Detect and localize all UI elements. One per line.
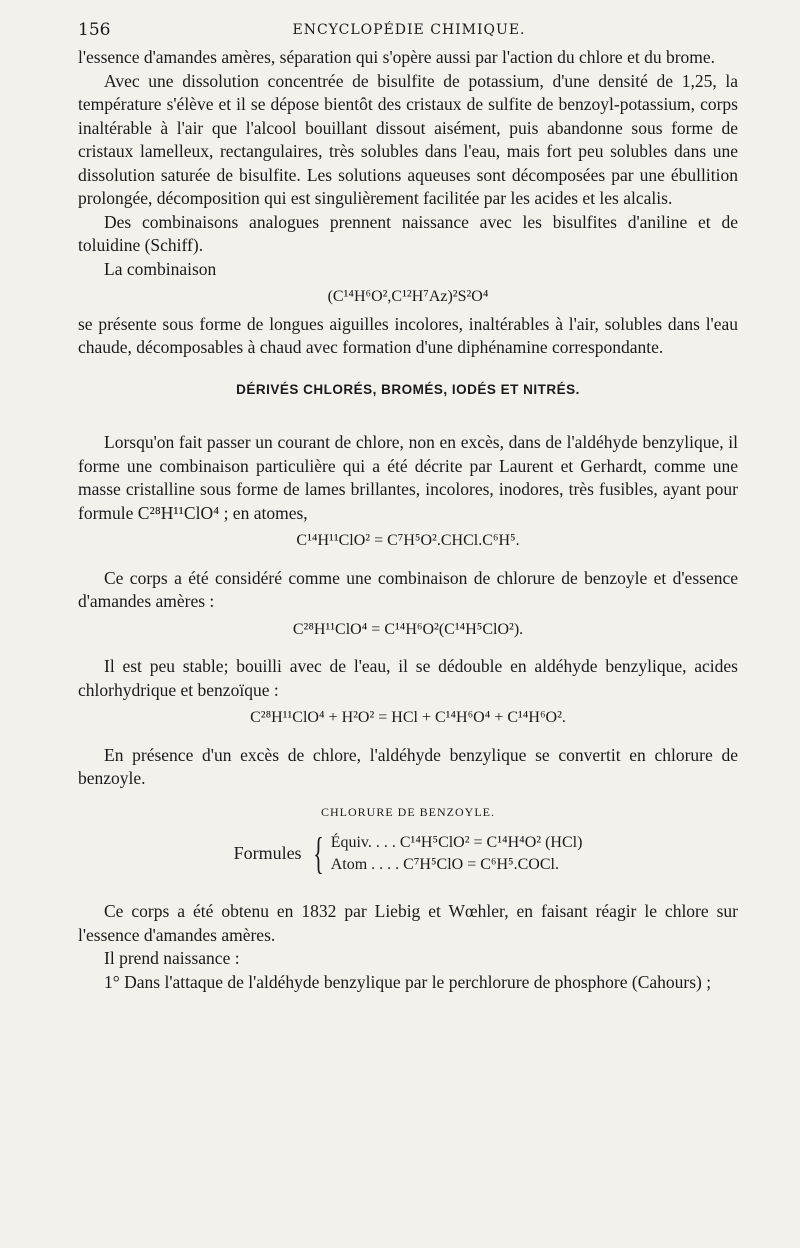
- formula-equiv: Équiv. . . . C¹⁴H⁵ClO² = C¹⁴H⁴O² (HCl): [330, 834, 583, 851]
- section-heading-chlorure: CHLORURE DE BENZOYLE.: [321, 804, 495, 819]
- paragraph-la-combinaison: La combinaison: [104, 258, 217, 279]
- paragraph-naissance: Il prend naissance :: [104, 948, 240, 968]
- paragraph-obtenu: Ce corps a été obtenu en 1832 par Liebig et Wœhler, en faisant réagir le chlore sur l'essence d'amandes amères.: [78, 901, 738, 945]
- brace-icon: {: [312, 829, 324, 878]
- paragraph-exces-chlore: En présence d'un excès de chlore, l'aldéhyde benzylique se convertit en chlorure de benzoyle.: [78, 744, 738, 788]
- formula-atom: Atom . . . . C⁷H⁵ClO = C⁶H⁵.COCl.: [330, 856, 559, 873]
- paragraph-aiguilles: se présente sous forme de longues aiguilles incolores, inaltérables à l'air, solubles dans l'eau chaude, décomposables à chaud avec formation d'une diphénamine correspondante.: [78, 313, 738, 357]
- paragraph-bisulfite: Avec une dissolution concentrée de bisulfite de potassium, d'une densité de 1,25, la température s'élève et il se dépose bientôt des cristaux de sulfite de benzoyl-potassium, corps inaltérable à l'air que l'alcool bouillant dissout aisément, puis abandonne sous forme de cristaux lamelleux, rectangulaires, très solubles dans l'eau, mais fort peu solubles dans une dissolution saturée de bisulfite. Les solutions aqueuses sont décomposées par une ébullition prolongée, décomposition qui est singulièrement facilitée par les acides et les alcalis.: [78, 70, 738, 208]
- section-heading-derives: DÉRIVÉS CHLORÉS, BROMÉS, IODÉS ET NITRÉS.: [236, 381, 580, 397]
- paragraph-peu-stable: Il est peu stable; bouilli avec de l'eau, il se dédouble en aldéhyde benzylique, acides chlorhydrique et benzoïque :: [78, 656, 738, 700]
- running-title: ENCYCLOPÉDIE CHIMIQUE.: [292, 22, 526, 38]
- formula-chlorure-essence: C²⁸H¹¹ClO⁴ = C¹⁴H⁶O²(C¹⁴H⁵ClO²).: [292, 620, 524, 638]
- paragraph-continuation: l'essence d'amandes amères, séparation qui s'opère aussi par l'action du chlore et du brome.: [78, 47, 716, 67]
- paragraph-aniline: Des combinaisons analogues prennent naissance avec les bisulfites d'aniline et de toluidine (Schiff).: [78, 211, 738, 255]
- page-number: 156: [78, 20, 111, 40]
- formula-decomposition: C²⁸H¹¹ClO⁴ + H²O² = HCl + C¹⁴H⁶O⁴ + C¹⁴H⁶O².: [250, 709, 566, 726]
- formulas-block: [78, 829, 738, 878]
- paragraph-chlore: Lorsqu'on fait passer un courant de chlore, non en excès, dans de l'aldéhyde benzylique, il forme une combinaison particulière qui a été décrite par Laurent et Gerhardt, comme une masse cristalline sous forme de lames brillantes, incolores, inodores, très fusibles, ayant pour formule C²⁸H¹¹ClO⁴ ; en atomes,: [78, 432, 738, 523]
- paragraph-considere: Ce corps a été considéré comme une combinaison de chlorure de benzoyle et d'essence d'amandes amères :: [78, 567, 738, 611]
- formula-atoms: C¹⁴H¹¹ClO² = C⁷H⁵O².CHCl.C⁶H⁵.: [296, 532, 520, 549]
- page-header: [78, 20, 740, 44]
- page-body: [78, 46, 738, 994]
- formula-combination: (C¹⁴H⁶O²,C¹²H⁷Az)²S²O⁴: [327, 288, 489, 305]
- paragraph-attaque: 1° Dans l'attaque de l'aldéhyde benzylique par le perchlorure de phosphore (Cahours) ;: [104, 971, 712, 992]
- formulas-label: Formules: [233, 843, 302, 864]
